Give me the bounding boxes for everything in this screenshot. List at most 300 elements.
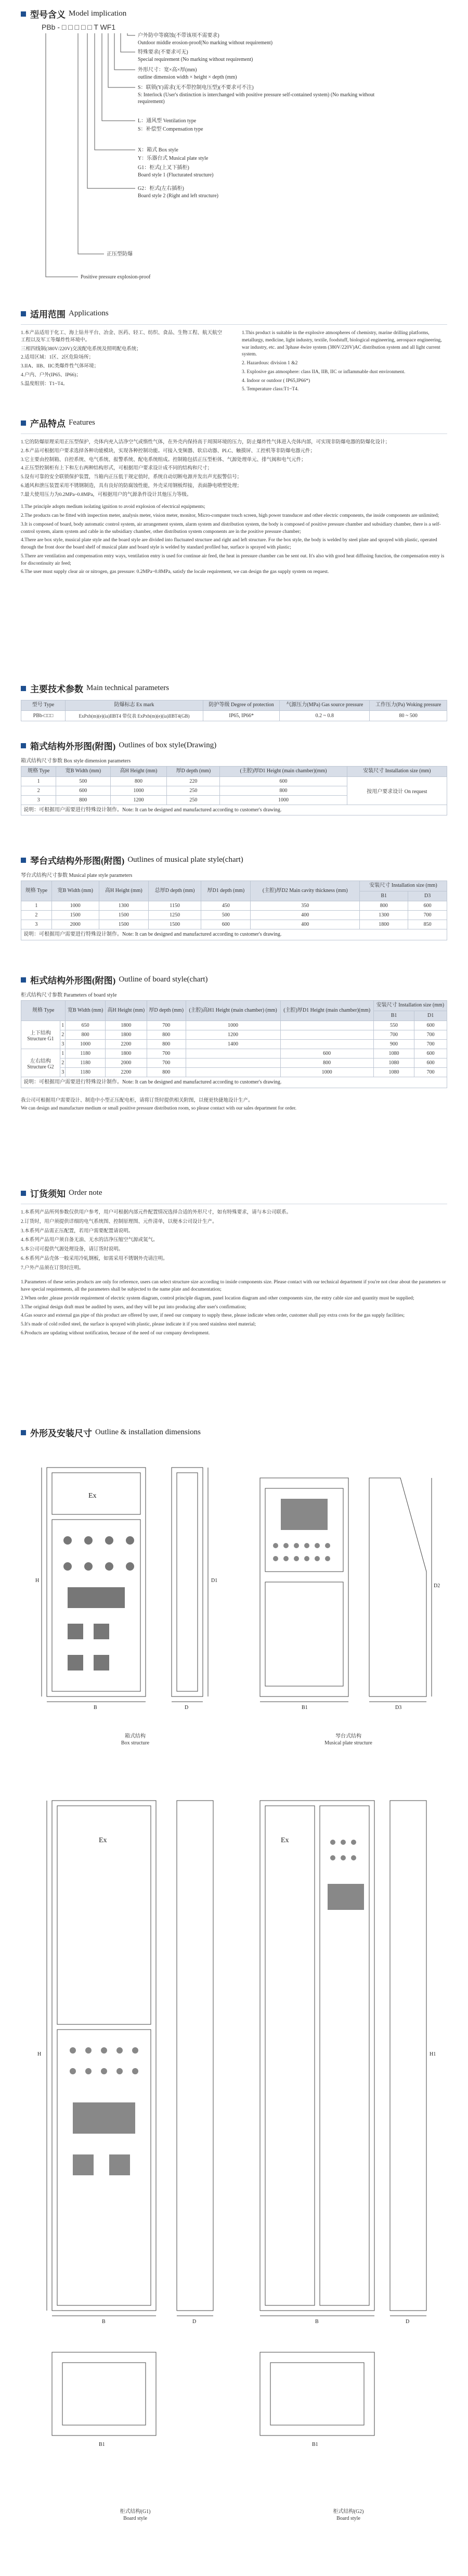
annotation-2: Outdoor middle erosion-proof(No marking without requirement) [138,40,273,46]
board-g2-caption [296,2508,400,2522]
table-cell: 800 [147,1040,186,1049]
musical-title-en: Outlines of musical plate style(chart) [127,856,243,864]
order-cn [21,1209,447,1272]
table-cell: PBb-□□□ [21,710,66,721]
table-cell: 400 [251,920,360,929]
table-cell: 1080 [373,1068,414,1077]
caption-cn: 箱式结构 [125,1733,146,1739]
box-structure-caption [83,1733,187,1746]
box-side-outline [172,1468,203,1697]
table-cell: 700 [408,911,447,920]
table-header-row [21,881,447,891]
table-cell: IP65, IP66* [203,710,280,721]
table-row [21,1068,447,1077]
order-section [21,1187,447,1339]
model-title-cn: 型号含义 [30,10,66,20]
tech-title-en: Main technical parameters [86,684,170,692]
model-diagram [21,23,447,294]
table-cell: 1000 [220,795,347,805]
table-cell: 600 [414,1059,447,1068]
order-en [21,1279,447,1337]
table-header: 宽B Width (mm) [56,767,110,777]
table-cell: 800 [147,1068,186,1077]
box-note: 说明：可根据用户需要进行特殊设计制作。Note: It can be designed and manufactured according to customer's drawing. [21,805,447,816]
dim-b: B [94,1705,97,1711]
musical-title [21,853,447,866]
table-cell: 1400 [186,1040,280,1049]
table-cell: 1180 [66,1068,105,1077]
feature-cn-line: 3.它主要由控制箱、自控系统、电气系统、报警系统、配电系统组成。控制箱包括正压型柜体、气源处理单元、排气阀和电气元件； [21,457,306,463]
table-header: 厚D depth (mm) [147,1001,186,1021]
table-row [21,1021,447,1030]
annotation-5: 外形尺寸：宽×高×厚(mm) [138,67,197,73]
table-cell: 600 [408,901,447,911]
divider [21,433,447,434]
dim-d: D [185,1705,189,1711]
box-structure-drawing [31,1457,239,1728]
feature-cn-line: 1.它的防爆原理采用正压型保护，壳体内充入洁净空气或惰性气体，在外壳内保持高于周围环境的压力，防止爆炸性气体进入壳体内部，可实现非防爆电器的防爆化设计； [21,440,391,445]
model-code: PBb - □ □ □ □ □ T WF1 [42,23,116,31]
section-marker-icon [21,686,26,691]
order-cn-line: 6.本系列产品壳体一般采用冷轧钢板，如需采用不锈钢外壳请注明。 [21,1256,168,1261]
table-cell: 600 [280,1049,373,1059]
board-g1-drawing [31,1780,239,2498]
caption-en: Musical plate structure [324,1740,372,1746]
table-cell: 400 [251,911,360,920]
table-cell: 850 [408,920,447,929]
order-en-line: 4.Gas source and external gas pipe of this product are offered by user, if need our company to supply these, please indicate when order, customer shall pay extra costs for the gas supply facilities; [21,1313,405,1319]
box-ex-mark: Ex [88,1492,97,1500]
applications-section [21,307,447,395]
table-cell: 1000 [280,1068,373,1077]
app-cn-line: 3.IIA、IIB、IIC类爆炸性气体环境； [21,364,99,369]
table-cell: 3 [60,1040,66,1049]
dim-b-g2: B [315,2319,319,2325]
table-row [21,1059,447,1068]
table-cell: 800 [280,1059,373,1068]
table-cell: 3 [21,920,52,929]
order-cn-line: 5.本公司可提供气源处理设备，请订货时说明。 [21,1247,124,1253]
annotation-10: S：补偿型 Compensation type [138,126,203,132]
dim-d-g2: D [406,2319,410,2325]
musical-table [21,881,447,929]
musical-caption: 琴台式结构尺寸参数 Musical plate style parameters [21,873,133,878]
features-title-en: Features [69,418,95,427]
table-cell: 1500 [148,920,201,929]
box-table [21,766,447,805]
table-row [21,710,447,721]
table-cell: 550 [373,1021,414,1030]
model-leader-lines [21,23,447,294]
table-header: 工作压力(Pa) Woking pressure [370,700,447,711]
table-cell: 1180 [66,1059,105,1068]
order-title-en: Order note [69,1189,102,1197]
app-cn-line: 5.温度组别：T1~T4。 [21,381,68,387]
order-cn-line: 7.户外产品须在订货时注明。 [21,1265,84,1271]
applications-en [242,330,447,395]
table-cell: 900 [373,1040,414,1049]
feature-cn-line: 6.通风和泄压装置采用不锈钢制造，具有良好的防腐蚀性能，外壳采用钢板焊接，表面静电喷塑处理； [21,483,242,489]
table-header: B1 [373,1011,414,1021]
box-caption: 箱式结构尺寸参数 Box style dimension parameters [21,758,131,764]
order-cn-line: 2.订货时，用户须提供详细的电气系统图、控制原理图、元件清单，以便本公司设计生产。 [21,1219,217,1225]
order-title [21,1187,447,1200]
model-title [21,7,447,20]
table-cell: 500 [201,911,251,920]
table-header: 防护等级 Degree of protection [203,700,280,711]
table-header: (主腔)高H1 Height (main chamber) (mm) [186,1001,280,1021]
table-header: D1 [414,1011,447,1021]
board-g1-side [177,1801,213,2311]
board-g1-plan [52,2352,156,2435]
table-cell: 2000 [51,920,99,929]
tech-title-cn: 主要技术参数 [30,684,83,694]
app-cn-line: 4.户内、户外(IP65、IP66)； [21,372,81,378]
table-cell: ExPxb(m)(e)(ia)IIBT4 带仪表 ExPxb(m)(e)(ia)IIBT4(GB) [66,710,203,721]
table-header: 气源压力(MPa) Gas source pressure [280,700,370,711]
divider [21,324,447,325]
table-cell: 700 [147,1059,186,1068]
board-g1-ex-mark: Ex [99,1837,107,1844]
musical-table-section [21,853,447,940]
app-cn-line: 1.本产品适用于化工、海上钻井平台、冶金、医药、轻工、纺织、食品、生物工程、航天航空工程以及军工等爆炸性环境中。 [21,330,223,343]
dim-h1-g2: H1 [430,2051,436,2057]
table-cell: 3 [21,795,56,805]
table-cell: 600 [56,786,110,795]
section-marker-icon [21,743,26,748]
annotation-3: 特殊要求(不要求可无) [138,49,188,55]
order-cn-line: 1.本系列产品所列参数仅供用户参考，用户可根据内部元件配置情况选择合适的外形尺寸，如有特殊要求，请与本公司联系。 [21,1210,292,1215]
tech-table [21,700,447,721]
table-cell [280,1040,373,1049]
table-cell: 350 [251,901,360,911]
section-marker-icon [21,1191,26,1196]
dim-b1-g2: B1 [312,2442,318,2447]
outline-title-cn: 外形及安装尺寸 [30,1429,92,1438]
table-header: 规格 Type [21,1001,66,1021]
applications-title [21,307,447,320]
box-title-cn: 箱式结构外形图(附图) [30,742,116,751]
table-header-row [21,700,447,711]
board-note: 说明：可根据用户需要进行特殊设计制作。Note: It can be designed and manufactured according to customer's drawing. [21,1077,447,1088]
table-header: 规格 Type [21,767,56,777]
table-header: 总厚D depth (mm) [148,881,201,901]
dim-b1-g1: B1 [99,2442,105,2447]
section-marker-icon [21,11,26,17]
table-cell: 800 [220,786,347,795]
table-cell: 220 [167,776,220,786]
musical-plate-drawing [250,1457,447,1728]
table-row [21,901,447,911]
section-marker-icon [21,977,26,983]
feature-en-line: 2.The products can be fitted with inspection meter, analysis meter, vision meter, monitor, Micro-computer touch screen, high power transducer and other electric components, the inside components are unlimited; [21,513,439,519]
annotation-6: outline dimension width × height × depth (mm) [138,74,237,80]
caption-en: Box structure [121,1740,150,1746]
table-header: 安装尺寸 Installation size (mm) [347,767,447,777]
order-en-line: 6.Products are updating without notification, because of the need of our company development. [21,1330,210,1336]
musical-side-outline [369,1478,426,1697]
feature-en-line: 4.There are box style, musical plate style and the board style are divided into fluctuated structure and right and left structure. For the box style, the body is welded by steel plate and sprayed with plastic, operated through the front door the board shelf of musical plate and board style is welded by standard profiled bar, surface is sprayed with plastic; [21,538,437,551]
table-cell: 2200 [105,1040,147,1049]
order-en-line: 3.The original design draft must be audited by users, and they will be put into producing after user's confirmation; [21,1304,246,1310]
dim-d-g1: D [192,2319,197,2325]
table-header: B1 [360,891,408,901]
table-row [21,1049,447,1059]
table-cell: 700 [373,1030,414,1040]
dim-h: H [35,1578,40,1584]
table-cell: 1800 [360,920,408,929]
table-header: (主腔)厚D1 Height (main chamber)(mm) [220,767,347,777]
table-header-row [21,1001,447,1011]
order-title-cn: 订货须知 [30,1189,66,1199]
table-cell: 800 [147,1030,186,1040]
model-title-en: Model implication [69,9,127,18]
board-g1-caption [83,2508,187,2522]
app-cn-line: 2.适用区域：1区、2区危险场所； [21,355,94,361]
table-header: 厚D1 depth (mm) [201,881,251,901]
table-cell: 1200 [110,795,167,805]
annotation-9: L：通风型 Ventilation type [138,118,197,124]
dim-d2: D2 [434,1583,440,1589]
table-cell: 1000 [66,1040,105,1049]
box-title-en: Outlines of box style(Drawing) [119,741,217,749]
table-header: 安装尺寸 Installation size (mm) [373,1001,447,1011]
caption-en: Board style [336,2516,360,2521]
section-marker-icon [21,858,26,863]
feature-cn-line: 7.最大使用压力为0.2MPa~0.8MPa，可根据用户的气源条件设计其他压力等级。 [21,492,192,498]
table-cell: 1150 [148,901,201,911]
caption-en: Board style [123,2516,147,2521]
musical-structure-caption [296,1733,400,1746]
annotation-18: Positive pressure explosion-proof [81,274,151,280]
custom-note-en: We can design and manufacture medium or small positive pressure distribution room, so please contact with our sales department for order. [21,1106,297,1112]
table-cell: 1500 [51,911,99,920]
feature-en-line: 3.It is composed of board, body automatic control system, air arrangement system, alarm system and distribution system, the body is composed of positive pressure chamber and subsidiary chamber, there is a self-control system, alarm system and cable in the subsidiary chamber, other distribution system components are in the positive pressure chamber; [21,521,441,534]
table-cell: 上下结构 Structure G1 [21,1021,60,1049]
board-title-en: Outline of board style(chart) [119,975,208,984]
table-header: 厚D depth (mm) [167,767,220,777]
tech-section [21,682,447,721]
table-cell: 700 [414,1068,447,1077]
table-cell [280,1030,373,1040]
table-row [21,1030,447,1040]
table-cell: 1 [21,776,56,786]
custom-note [21,1098,447,1113]
table-header: 规格 Type [21,881,52,901]
table-cell [186,1059,280,1068]
table-cell: 1300 [360,911,408,920]
table-cell: 2200 [105,1068,147,1077]
section-marker-icon [21,311,26,316]
table-cell: 1800 [105,1021,147,1030]
annotation-14: Board style 1 (Flucturated structure) [138,172,214,178]
board-title-cn: 柜式结构外形图(附图) [30,976,116,986]
caption-cn: 琴台式结构 [335,1733,361,1739]
features-section [21,416,447,578]
table-cell: 1300 [99,901,148,911]
annotation-15: G2：柜式(左右插柜) [138,186,184,192]
table-cell: 700 [414,1040,447,1049]
table-cell: 600 [220,776,347,786]
table-cell: 2 [60,1030,66,1040]
section-marker-icon [21,1430,26,1435]
applications-cn [21,330,226,395]
table-cell: 600 [414,1021,447,1030]
table-cell: 700 [147,1049,186,1059]
table-cell: 按用户要求设计 On request [347,776,447,805]
table-cell: 1800 [105,1030,147,1040]
feature-cn-line: 5.设有可靠的安全联锁保护装置，当箱内正压低于规定值时，系统自动切断电源并发出声光报警信号； [21,475,242,480]
table-header: 安装尺寸 Installation size (mm) [360,881,447,891]
board-g2-front [260,1801,374,2311]
table-cell: 1250 [148,911,201,920]
annotation-4: Special requirement (No marking without requirement) [138,57,253,62]
table-cell: 80 ~ 500 [370,710,447,721]
table-header: 高H Height (mm) [105,1001,147,1021]
table-header: (主腔)厚D1 Height (main chamber)(mm) [280,1001,373,1021]
table-cell: 1000 [110,786,167,795]
dim-d3: D3 [395,1705,402,1711]
box-title [21,739,447,752]
dim-d1: D1 [211,1578,218,1584]
table-header: (主腔)厚D2 Main cavity thickness (mm) [251,881,360,901]
annotation-17: 正压型防爆 [107,251,133,257]
order-en-line: 1.Parameters of these series products are only for reference, users can select structure size according to inside components size. Please contact with our technical department if you're not clear about the parameters or have special requirements, all the parameters shall be subjected to the name plate and documentation; [21,1280,446,1293]
table-cell: 600 [201,920,251,929]
table-header-row [21,767,447,777]
features-title-cn: 产品特点 [30,419,66,429]
caption-cn: 柜式结构(G2) [333,2509,364,2515]
table-cell [186,1049,280,1059]
table-cell: 800 [110,776,167,786]
board-title [21,973,447,986]
order-en-line: 2.When order ,please provide requirement of electric system diagram, control principle diagram, panel location diagram and other components size, the entry cable size and quantity must be supplied; [21,1295,414,1301]
table-cell: 800 [66,1030,105,1040]
table-cell: 2 [60,1059,66,1068]
table-cell: 1200 [186,1030,280,1040]
dim-b1: B1 [302,1705,308,1711]
table-cell: 500 [56,776,110,786]
app-en-line: 5. Temperature class:T1~T4. [242,387,299,392]
table-cell: 1 [60,1049,66,1059]
board-table [21,1000,447,1077]
table-row [21,920,447,929]
table-cell: 700 [147,1021,186,1030]
order-cn-line: 4.本系列产品用户须自备无油、无水的洁净压缩空气源或氮气。 [21,1238,158,1243]
table-row [21,911,447,920]
table-cell: 1800 [105,1049,147,1059]
applications-title-cn: 适用范围 [30,310,66,320]
table-header: 型号 Type [21,700,66,711]
table-header: 防爆标志 Ex mark [66,700,203,711]
outline-title-en: Outline & installation dimensions [95,1428,201,1436]
applications-title-en: Applications [69,309,109,317]
annotation-1: 户外防中等腐蚀(不带该项不需要求) [138,33,219,39]
board-g2-plan [260,2352,374,2435]
feature-en-line: 6.The user must supply clear air or nitrogen, gas pressure: 0.2MPa~0.8MPa, satisfy the locale requirement, we can design the gas supply system on request. [21,569,329,575]
board-g1-front [52,1801,156,2311]
feature-en-line: 1.The principle adopts medium isolating ignition to avoid explosion of electrical equipments; [21,504,205,510]
table-cell: 1180 [66,1049,105,1059]
table-cell: 450 [201,901,251,911]
annotation-12: Y：乐器台式 Musical plate style [138,156,209,161]
table-cell: 1500 [99,911,148,920]
table-cell: 700 [414,1030,447,1040]
table-header: D3 [408,891,447,901]
board-table-section [21,973,447,1113]
table-header: 高H Height (mm) [99,881,148,901]
table-header: 宽B Width (mm) [66,1001,105,1021]
board-g2-ex-mark: Ex [281,1837,289,1844]
table-cell: 2 [21,911,52,920]
table-cell [186,1068,280,1077]
order-en-line: 5.It's made of cold rolled steel, the surface is sprayed with plastic, please indicate it if you need stainless steel material; [21,1322,256,1328]
caption-cn: 柜式结构(G1) [120,2509,151,2515]
table-cell: 1 [60,1021,66,1030]
table-cell: 800 [56,795,110,805]
board-caption: 柜式结构尺寸参数 Parameters of board style [21,992,117,998]
applications-body [21,330,447,395]
dim-h-g1: H [37,2051,42,2057]
table-header: 高H Height (mm) [110,767,167,777]
section-marker-icon [21,420,26,426]
table-cell: 1500 [99,920,148,929]
feature-en-line: 5.There are ventilation and compensation entry ways, ventilation entry is used for continue air feed, the heat in pressure chamber can be sent out. It's also with good heat diffusing function, the compensation entry is for discontinuity air feed; [21,553,445,566]
table-cell: 250 [167,795,220,805]
table-row [21,776,447,786]
app-en-line: 4. Indoor or outdoor ( IP65,IP66*) [242,378,310,384]
table-cell: 1080 [373,1049,414,1059]
annotation-8: S: Interlock (User's distinction is interchanged with positive pressure self-contained system) (No marking without requirement) [138,92,375,105]
custom-note-cn: 我公司可根据用户需要设计、制造中小型正压配电柜，请将订货时提供相关附图，以便更快捷地设计生产。 [21,1098,253,1103]
table-header: 宽B Width (mm) [51,881,99,901]
musical-note: 说明：可根据用户需要进行特殊设计制作。Note: It can be designed and manufactured according to customer's drawing. [21,929,447,940]
outline-title [21,1426,447,1439]
annotation-11: X：箱式 Box style [138,147,178,153]
box-table-section [21,739,447,815]
table-cell: 2 [21,786,56,795]
table-cell: 0.2 ~ 0.8 [280,710,370,721]
table-cell: 250 [167,786,220,795]
table-cell: 1 [21,901,52,911]
app-en-line: 2. Hazardous: division 1 &2 [242,361,298,366]
table-cell: 1000 [51,901,99,911]
order-cn-line: 3.本系列产品需正压配置，若用户需要配置请说明。 [21,1228,134,1234]
outline-section [21,1426,447,1439]
table-cell: 1000 [186,1021,280,1030]
table-cell: 650 [66,1021,105,1030]
musical-title-cn: 琴台式结构外形图(附图) [30,856,125,866]
table-cell: 3 [60,1068,66,1077]
app-en-line: 1.This product is suitable in the explosive atmospheres of chemistry, marine drilling platforms, metallurgy, medicine, light industry, textile, foodstuff, biological engineering, aerospace engineering, war industry, etc. and 3phase 4wire system (380V/220V)AC distribution system and all light current system. [242,330,442,358]
app-cn-line: 三相四线制(380V/220V)交流配电系统及照明配电系统； [21,346,141,352]
annotation-16: Board style 2 (Right and left structure) [138,193,218,199]
table-cell: 800 [360,901,408,911]
dim-b-g1: B [102,2319,106,2325]
tech-title [21,682,447,695]
table-cell: 600 [414,1049,447,1059]
table-row [21,1040,447,1049]
table-cell: 2000 [105,1059,147,1068]
features-en [21,504,447,576]
features-cn [21,439,447,499]
table-cell: 左右结构 Structure G2 [21,1049,60,1077]
annotation-7: S：联锁(Y)需求(无不带控制电压型)(不要求可不注) [138,85,254,91]
app-en-line: 3. Explosive gas atmosphere: class IIA, IIB, IIC or inflammable dust environment. [242,369,406,375]
feature-cn-line: 2.本产品可根据用户要求选择各种功能模块，实现各种控制功能。可接入变频器、软启动器、PLC、触摸屏、工控机等非防爆电器元件； [21,448,316,454]
board-g2-drawing [250,1780,447,2498]
features-title [21,416,447,429]
